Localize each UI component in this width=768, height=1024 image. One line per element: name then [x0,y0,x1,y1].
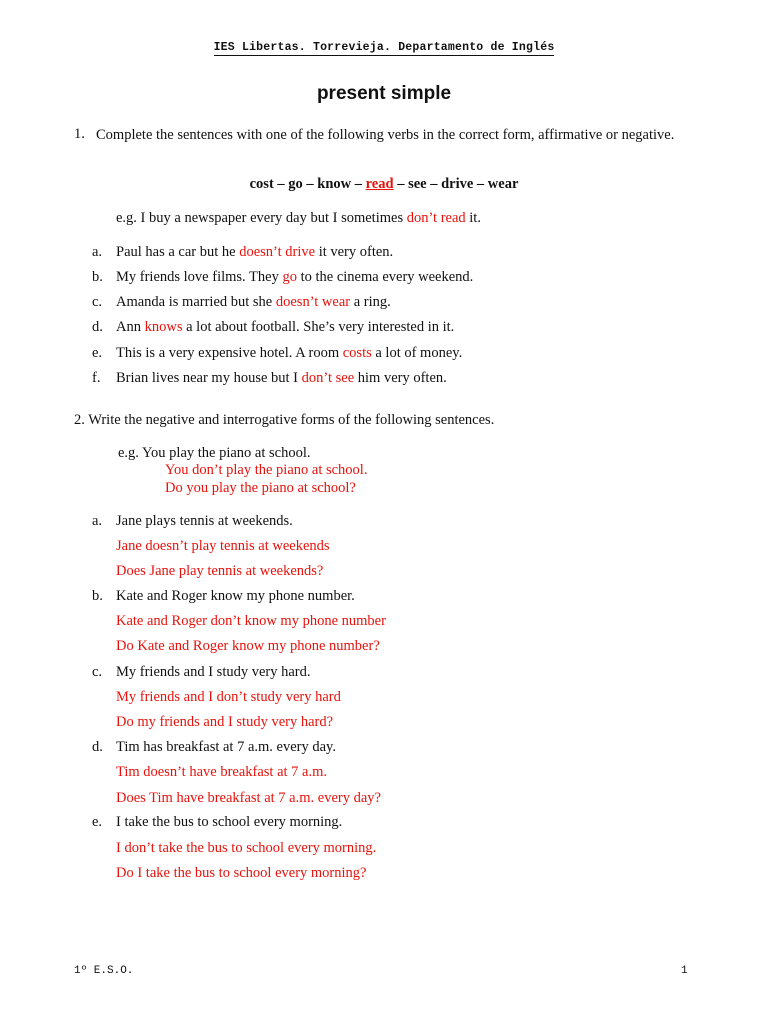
item-text: Paul has a car but he [116,244,240,260]
item-sentence: My friends and I study very hard. [116,664,311,680]
exercise-1-instruction: Complete the sentences with one of the following verbs in the correct form, affirmative or negative. [96,127,675,143]
item-letter: b. [92,588,103,604]
item-negative: Tim doesn’t have breakfast at 7 a.m. [116,764,328,780]
item-letter: e. [92,814,103,830]
item-text: Amanda is married but she [116,294,276,310]
example-answer: don’t read [406,210,466,226]
list-item [116,319,454,336]
item-text-end: to the cinema every weekend. [296,269,474,285]
footer-level: 1º E.S.O. [74,965,134,977]
item-text-end: it very often. [315,244,394,260]
item-letter: a. [92,244,103,260]
item-sentence: Jane plays tennis at weekends. [116,513,293,529]
item-text-end: a lot about football. She’s very interested in it. [182,319,455,335]
item-text: This is a very expensive hotel. A room [116,345,343,361]
item-question: Do Kate and Roger know my phone number? [116,638,380,654]
item-answer: go [282,269,297,285]
list-item [116,244,393,261]
example-text: e.g. I buy a newspaper every day but I sometimes [116,210,407,226]
list-item [116,345,462,362]
list-item [116,269,473,286]
item-letter: a. [92,513,103,529]
page-header [0,41,768,54]
item-negative: My friends and I don’t study very hard [116,689,341,705]
header-text: IES Libertas. Torrevieja. Departamento de Inglés [213,41,555,54]
item-answer: knows [144,319,183,335]
item-text-end: a ring. [350,294,391,310]
example-question: Do you play the piano at school? [165,480,356,496]
item-text: My friends love films. They [116,269,283,285]
exercise-2-instruction: 2. Write the negative and interrogative forms of the following sentences. [74,412,495,428]
verb-list-after: – see – drive – wear [393,176,519,192]
page-number: 1 [681,965,688,977]
item-answer: doesn’t wear [275,294,351,310]
item-negative: Kate and Roger don’t know my phone number [116,613,386,629]
list-item [116,294,391,311]
item-letter: b. [92,269,103,285]
item-negative: I don’t take the bus to school every morning. [116,840,377,856]
example-text-end: it. [465,210,481,226]
item-sentence: Kate and Roger know my phone number. [116,588,355,604]
item-answer: doesn’t drive [239,244,316,260]
exercise-2-example: e.g. You play the piano at school. [118,445,311,461]
item-text: Ann [116,319,145,335]
item-question: Do I take the bus to school every morning? [116,865,367,881]
item-sentence: I take the bus to school every morning. [116,814,343,830]
verb-list-before: cost – go – know – [249,176,366,192]
item-question: Do my friends and I study very hard? [116,714,334,730]
item-text-end: a lot of money. [371,345,463,361]
item-question: Does Jane play tennis at weekends? [116,563,324,579]
item-text-end: him very often. [354,370,447,386]
item-question: Does Tim have breakfast at 7 a.m. every day? [116,790,381,806]
exercise-1-example [116,210,481,227]
item-answer: costs [342,345,372,361]
item-text: Brian lives near my house but I [116,370,302,386]
item-letter: e. [92,345,103,361]
verb-list-highlight: read [365,176,394,192]
item-sentence: Tim has breakfast at 7 a.m. every day. [116,739,336,755]
list-item [116,370,447,387]
item-answer: don’t see [301,370,355,386]
exercise-1-number: 1. [74,126,85,142]
example-negative: You don’t play the piano at school. [165,462,368,478]
item-letter: c. [92,294,103,310]
page-title: present simple [316,83,452,104]
item-negative: Jane doesn’t play tennis at weekends [116,538,330,554]
item-letter: d. [92,739,103,755]
verb-list [0,176,768,193]
item-letter: d. [92,319,103,335]
item-letter: f. [92,370,101,386]
item-letter: c. [92,664,103,680]
